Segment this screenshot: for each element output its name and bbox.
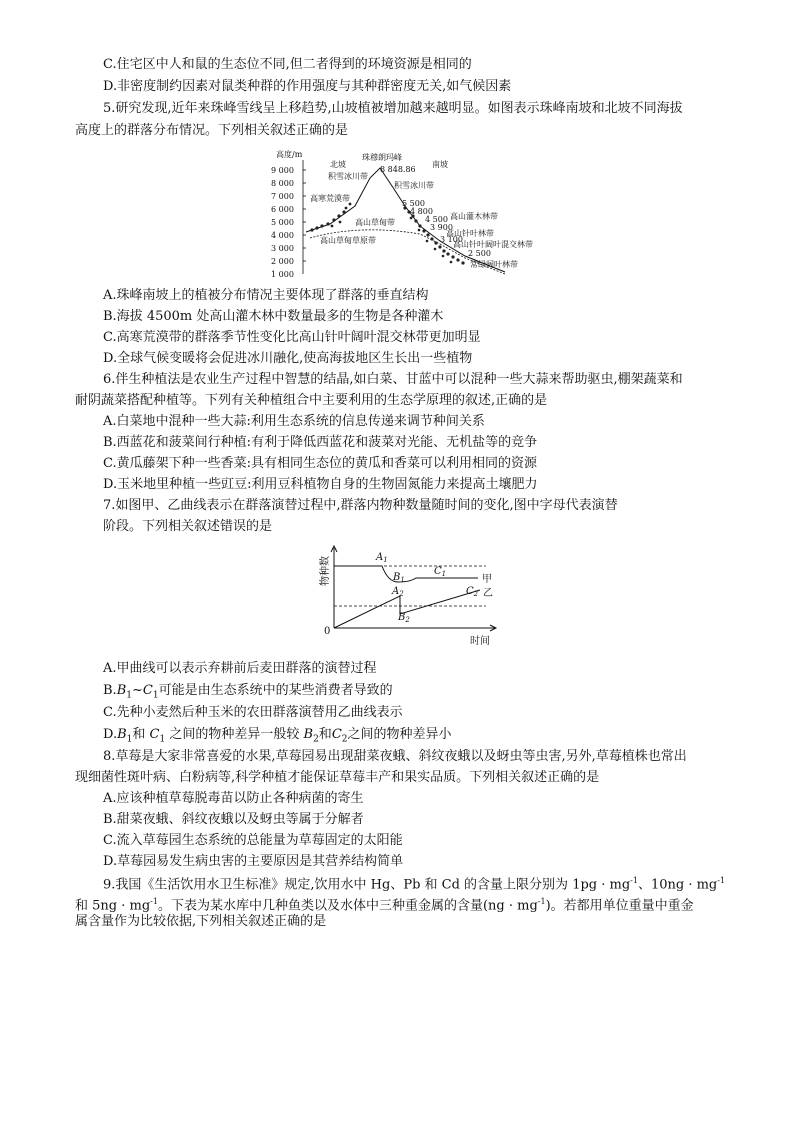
q6-option-b: B.西蓝花和菠菜间行种植:有利于降低西蓝花和菠菜对光能、无机盐等的竞争 [103,435,538,450]
fig5-tick: 7 000 [271,192,294,201]
fig5-north-label: 北坡 [330,160,346,169]
fig5-snow-south: 积雪冰川带 [394,181,434,190]
q6-option-c: C.黄瓜藤架下种一些香菜:具有相同生态位的黄瓜和香菜可以利用相同的资源 [103,456,537,471]
q6-stem-line-2: 耐阴蔬菜搭配种植等。下列有关种植组合中主要利用的生态学原理的叙述,正确的是 [75,393,548,408]
q8-option-a: A.应该种植草莓脱毒苗以防止各种病菌的寄生 [103,791,364,806]
q9-stem-line-2: 和 $5ng \cdot mg^{-1}$。下表为某水库中几种鱼类以及水体中三种重金属的含量$(ng \cdot mg^{-1})$。若都用单位重量中重金 [75,897,694,914]
fig5-peak-label: 珠穆朗玛峰 [362,153,402,162]
fig5-h3100: 3 100 [440,235,463,244]
q5-option-d: D.全球气候变暖将会促进冰川融化,使高海拔地区生长出一些植物 [103,351,473,366]
fig7-label-a2: A [392,586,400,597]
q7-stem-line-2: 阶段。下列相关叙述错误的是 [103,519,273,534]
svg-text:A1: $A_1$ [376,552,388,564]
q5-option-b: B.海拔 4500m 处高山灌木林中数量最多的生物是各种灌木 [103,309,444,324]
svg-text:B2: $B_2$ [398,612,410,624]
svg-text:C2: $C_2$ [466,586,479,598]
q8-stem-line-2: 现细菌性斑叶病、白粉病等,科学种植才能保证草莓丰产和果实品质。下列相关叙述正确的是 [75,770,600,785]
q5-stem-line-2: 高度上的群落分布情况。下列相关叙述正确的是 [75,123,349,138]
q6-stem-line-1: 6.伴生种植法是农业生产过程中智慧的结晶,如白菜、甘蓝中可以混种一些大蒜来帮助驱虫,棚架蔬菜和 [103,372,683,387]
everest-vegetation-figure [270,146,540,278]
succession-curve-figure [318,544,502,648]
fig7-label-jia: 甲 [482,574,492,585]
fig7-origin: 0 [324,626,331,637]
fig7-label-c1: C [434,566,442,577]
q5-stem-line-1: 5.研究发现,近年来珠峰雪线呈上移趋势,山坡植被增加越来越明显。如图表示珠峰南坡和北坡不同海拔 [103,101,683,116]
q8-stem-line-1: 8.草莓是大家非常喜爱的水果,草莓园易出现甜菜夜蛾、斜纹夜蛾以及蚜虫等虫害,另外,草莓植株也常出 [103,749,687,764]
fig5-tick: 1 000 [271,270,294,278]
q5-option-a: A.珠峰南坡上的植被分布情况主要体现了群落的垂直结构 [103,288,429,303]
fig5-shrub: 高山灌木林带 [450,212,498,221]
svg-text:A2: $A_2$ [392,586,404,598]
fig5-tick: 5 000 [271,218,294,227]
q8-option-d: D.草莓园易发生病虫害的主要原因是其营养结构简单 [103,854,404,869]
fig5-h4500: 4 500 [425,215,448,224]
fig5-peak-height: 8 848.86 [380,165,416,174]
fig5-evergreen: 常绿阔叶林带 [470,260,518,269]
fig7-x-label: 时间 [470,636,490,647]
q4-option-c: C.住宅区中人和鼠的生态位不同,但二者得到的环境资源是相同的 [103,57,472,72]
fig5-steppe: 高山草甸草原带 [320,236,376,245]
fig5-mixed: 高山针叶阔叶混交林带 [453,240,533,249]
fig5-h4800: 4 800 [410,207,433,216]
q4-option-d: D.非密度制约因素对鼠类种群的作用强度与其种群密度无关,如气候因素 [103,79,512,94]
q9-stem-line-1: 9.我国《生活饮用水卫生标准》规定,饮用水中 Hg、Pb 和 Cd 的含量上限分别为 $1pg \cdot mg^{-1}$、$10ng \cdot mg^{-1}$ [103,876,726,893]
fig5-snow-north: 积雪冰川带 [328,172,368,181]
fig5-tick: 2 000 [271,257,294,266]
fig5-tick: 9 000 [271,166,294,175]
q8-option-b: B.甜菜夜蛾、斜纹夜蛾以及蚜虫等属于分解者 [103,812,364,827]
fig5-h2500: 2 500 [468,249,491,258]
q8-option-c: C.流入草莓园生态系统的总能量为草莓固定的太阳能 [103,833,403,848]
q7-option-c: C.先种小麦然后种玉米的农田群落演替用乙曲线表示 [103,705,403,720]
svg-text:C1: $C_1$ [434,566,447,578]
q6-option-d: D.玉米地里种植一些豇豆:利用豆科植物自身的生物固氮能力来提高土壤肥力 [103,477,538,492]
fig7-label-yi: 乙 [483,588,493,599]
svg-text:B1: $B_1$ [393,572,405,584]
q7-option-b: $B.B_1\sim C_1$可能是由生态系统中的某些消费者导致的 [103,683,393,701]
fig7-y-label: 物种数 [320,556,331,586]
fig5-meadow: 高山草甸带 [355,218,395,227]
q7-stem-line-1: 7.如图甲、乙曲线表示在群落演替过程中,群落内物种数量随时间的变化,图中字母代表演替 [103,498,618,513]
fig5-h3900: 3 900 [430,223,453,232]
q7-option-d: $D.B_1$和 $C_1$ 之间的物种差异一般较 $B_2$和$C_2$之间的物种差异小 [103,727,452,745]
fig7-label-b2: B [398,612,406,623]
fig5-tick: 3 000 [271,244,294,253]
q6-option-a: A.白菜地中混种一些大蒜:利用生态系统的信息传递来调节种间关系 [103,414,485,429]
fig5-desert: 高寒荒漠带 [310,194,350,203]
q7-option-a: A.甲曲线可以表示弃耕前后麦田群落的演替过程 [103,661,377,676]
q5-option-c: C.高寒荒漠带的群落季节性变化比高山针叶阔叶混交林带更加明显 [103,330,481,345]
fig5-tick: 4 000 [271,231,294,240]
fig5-y-label: 高度/m [276,150,303,159]
fig5-tick: 6 000 [271,205,294,214]
fig5-tick: 8 000 [271,179,294,188]
fig7-label-a1: A [376,552,384,563]
fig7-label-c2: C [466,586,474,597]
fig5-h5500: 5 500 [402,199,425,208]
fig5-conifer: 高山针叶林带 [446,229,494,238]
q9-stem-line-3: 属含量作为比较依据,下列相关叙述正确的是 [75,914,327,929]
fig5-south-label: 南坡 [432,160,448,169]
fig7-label-b1: B [393,572,401,583]
fig7-curve-jia [334,566,478,582]
